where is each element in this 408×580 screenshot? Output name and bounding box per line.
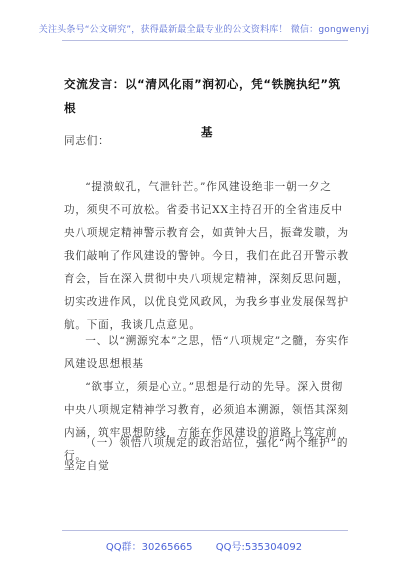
footer-qq-group: QQ群：30265665 xyxy=(105,542,193,553)
paragraph-intro: “提溃蚁孔，气泄针芒。”作风建设绝非一朝一夕之功，须臾不可放松。省委书记XX主持召开的全省违反中央八项规定精神警示教育会，如黄钟大吕，振聋发聩，为我们敲响了作风建设的警钟。今日，我们在此召开警示教育会，旨在深入贯彻中央八项规定精神，深刻反思问题，切实改进作风，以优良党风政风，为我乡事业发展保驾护航。下面，我谈几点意见。 xyxy=(64,181,349,331)
title-line-1: 交流发言：以“清风化雨”润初心，凭“铁腕执纪”筑根 xyxy=(64,77,341,115)
title-line-2: 基 xyxy=(200,125,214,139)
subsection-heading-1: （一）领悟八项规定的政治站位，强化“两个维护”的坚定自觉 xyxy=(64,437,349,472)
header-notice: 关注头条号“公文研究”，获得最新最全最专业的公文资料库！ 微信：gongwenyj xyxy=(38,25,370,35)
greeting: 同志们： xyxy=(64,135,110,147)
header-divider xyxy=(62,40,348,41)
paragraph-section-1: “欲事立，须是心立。”思想是行动的先导。深入贯彻中央八项规定精神学习教育，必须追本溯源，领悟其深刻内涵，筑牢思想防线，方能在作风建设的道路上笃定前行。 xyxy=(64,381,349,462)
footer xyxy=(0,538,408,553)
footer-divider xyxy=(62,530,348,531)
section-heading-1: 一、以“溯源究本”之思，悟“八项规定”之髓，夯实作风建设思想根基 xyxy=(64,335,350,370)
footer-qq-number: QQ号:535304092 xyxy=(215,542,303,553)
